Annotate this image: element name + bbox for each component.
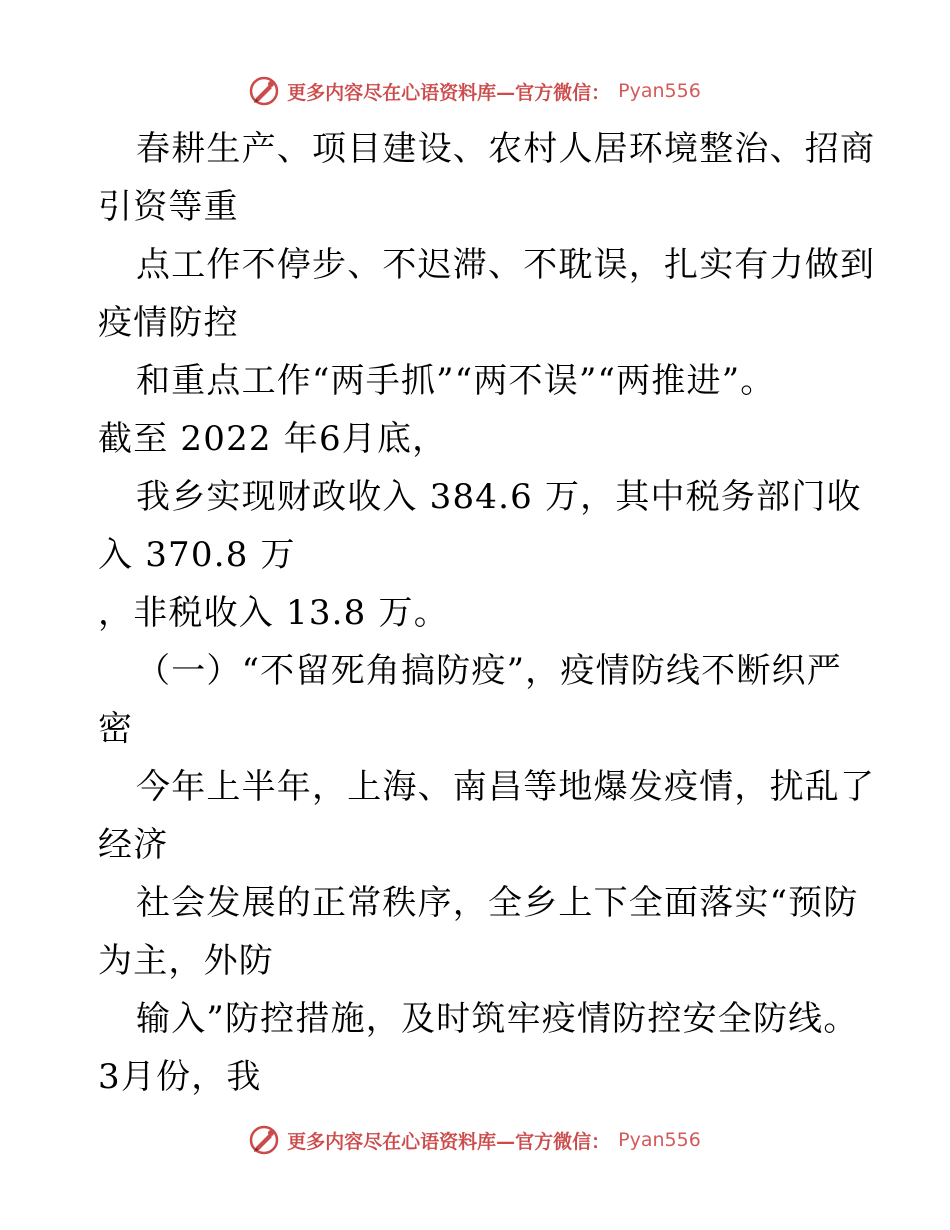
pen-logo-icon xyxy=(249,76,279,106)
text-line: （一）“不留死角搞防疫”，疫情防线不断织严 xyxy=(136,651,842,691)
text-line: 截至 2022 年6月底， xyxy=(98,419,448,459)
text-line: 为主，外防 xyxy=(98,941,274,981)
watermark-footer xyxy=(0,1120,950,1160)
watermark-wechat-id: Pyan556 xyxy=(618,1129,701,1151)
text-line: 入 370.8 万 xyxy=(98,535,296,575)
text-line: 疫情防控 xyxy=(98,303,239,343)
watermark-text: 更多内容尽在心语资料库—官方微信： xyxy=(287,1130,611,1153)
watermark-wechat-id: Pyan556 xyxy=(618,80,701,102)
text-line: 社会发展的正常秩序，全乡上下全面落实“预防 xyxy=(136,883,859,923)
watermark-header xyxy=(0,71,950,111)
document-body xyxy=(98,120,876,1106)
text-line: ，非税收入 13.8 万。 xyxy=(98,593,449,633)
text-line: 经济 xyxy=(98,825,169,865)
watermark-text: 更多内容尽在心语资料库—官方微信： xyxy=(287,81,611,104)
text-line: 春耕生产、项目建设、农村人居环境整治、招商 xyxy=(136,129,876,169)
text-line: 今年上半年，上海、南昌等地爆发疫情，扰乱了 xyxy=(136,767,876,807)
text-line: 输入”防控措施，及时筑牢疫情防控安全防线。 xyxy=(136,999,859,1039)
text-line: 我乡实现财政收入 384.6 万，其中税务部门收 xyxy=(136,477,862,517)
text-line: 密 xyxy=(98,709,134,749)
text-line: 点工作不停步、不迟滞、不耽误，扎实有力做到 xyxy=(136,245,876,285)
text-line: 3月份，我 xyxy=(98,1057,262,1097)
text-line: 引资等重 xyxy=(98,187,239,227)
text-line: 和重点工作“两手抓”“两不误”“两推进”。 xyxy=(136,361,776,401)
pen-logo-icon xyxy=(249,1125,279,1155)
